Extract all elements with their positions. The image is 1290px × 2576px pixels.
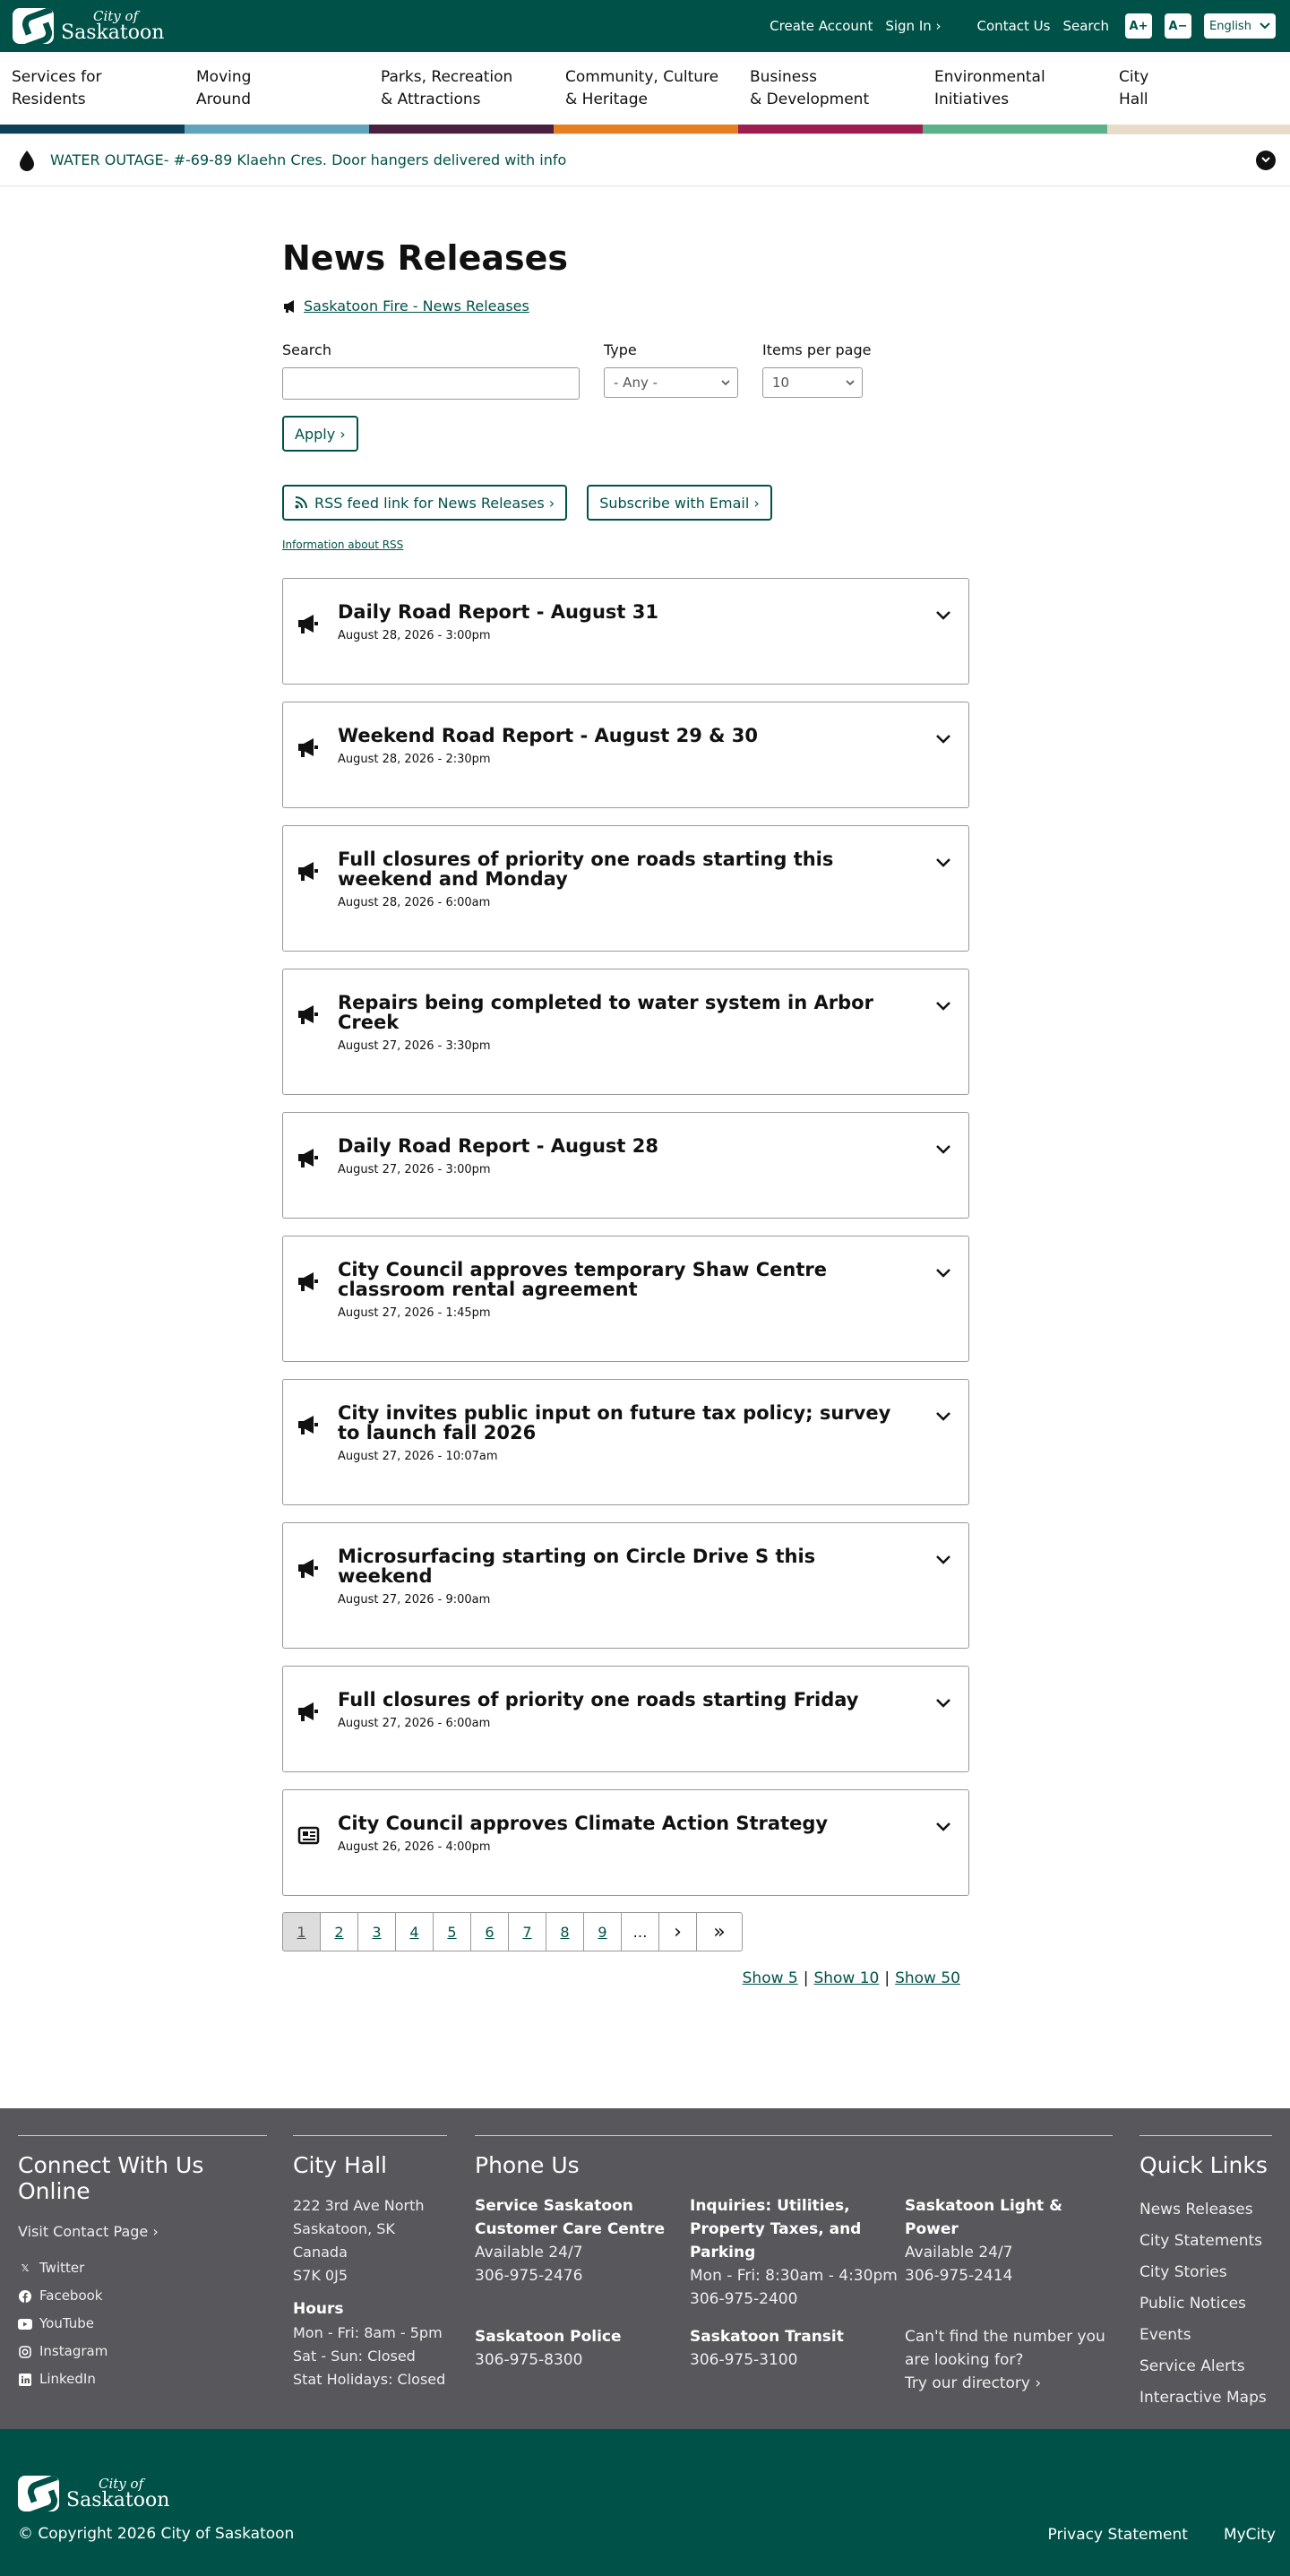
chevron-down-icon[interactable] <box>934 1697 952 1710</box>
items-per-page-label: Items per page <box>762 341 872 358</box>
phone-entry: Saskatoon Transit 306-975-3100 <box>690 2328 844 2369</box>
megaphone-icon <box>282 299 298 314</box>
news-item[interactable] <box>282 1236 969 1362</box>
news-title[interactable]: City invites public input on future tax policy; survey to launch fall 2026 <box>338 1402 891 1443</box>
sign-in-link[interactable]: Sign In › <box>885 18 942 34</box>
chevron-down-icon <box>721 380 730 386</box>
news-title[interactable]: Full closures of priority one roads starting this weekend and Monday <box>338 849 834 890</box>
megaphone-icon <box>296 1555 321 1581</box>
news-title[interactable]: City Council approves temporary Shaw Centre classroom rental agreement <box>338 1259 828 1300</box>
main-content <box>282 238 969 1987</box>
hours-line: Mon - Fri: 8am - 5pm <box>293 2324 443 2341</box>
chevron-down-icon[interactable] <box>934 1267 952 1279</box>
chevron-down-icon[interactable] <box>934 1000 952 1012</box>
newspaper-icon <box>296 1822 321 1848</box>
megaphone-icon <box>296 735 321 760</box>
copyright-text: © Copyright 2026 City of Saskatoon <box>18 2525 295 2543</box>
pagination-ellipsis: … <box>621 1912 659 1951</box>
show-10-link[interactable]: Show 10 <box>813 1969 880 1987</box>
youtube-icon <box>18 2317 32 2331</box>
youtube-link[interactable]: YouTube <box>18 2310 267 2338</box>
search-label: Search <box>282 341 331 358</box>
news-item[interactable] <box>282 969 969 1095</box>
megaphone-icon <box>296 1412 321 1437</box>
page-1-current[interactable]: 1 <box>282 1912 321 1951</box>
alert-expand-button[interactable] <box>1256 151 1276 170</box>
nav-business-development[interactable]: Business & Development <box>738 52 923 134</box>
phone-entry: Saskatoon Police 306-975-8300 <box>475 2328 622 2369</box>
news-date: August 27, 2026 - 10:07am <box>338 1450 498 1463</box>
chevron-down-icon[interactable] <box>934 1410 952 1423</box>
news-title[interactable]: Repairs being completed to water system in Arbor Creek <box>338 992 873 1033</box>
quick-link-public-notices[interactable]: Public Notices <box>1140 2295 1246 2313</box>
news-item[interactable] <box>282 825 969 952</box>
news-item[interactable] <box>282 1789 969 1896</box>
news-date: August 27, 2026 - 1:45pm <box>338 1306 491 1320</box>
phone-entry: Saskatoon Light & Power Available 24/7 306-975-2414 <box>905 2197 1062 2285</box>
nav-color-bar <box>0 125 185 134</box>
facebook-link[interactable]: Facebook <box>18 2282 267 2310</box>
nav-city-hall[interactable]: City Hall <box>1107 52 1290 134</box>
create-account-link[interactable]: Create Account <box>770 18 873 34</box>
show-50-link[interactable]: Show 50 <box>895 1969 960 1987</box>
address-line: Saskatoon, SK <box>293 2220 395 2237</box>
page-5-link[interactable]: 5 <box>433 1912 471 1951</box>
address-line: S7K 0J5 <box>293 2267 348 2284</box>
site-footer <box>0 2108 1290 2429</box>
news-title[interactable]: Daily Road Report - August 28 <box>338 1135 658 1157</box>
megaphone-icon <box>296 1699 321 1724</box>
search-input[interactable] <box>282 367 580 400</box>
news-date: August 28, 2026 - 3:00pm <box>338 629 491 642</box>
phone-directory: Can't find the number you are looking for? Try our directory › <box>905 2325 1120 2395</box>
phone-entry: Inquiries: Utilities, Property Taxes, and Parking Mon - Fri: 8:30am - 4:30pm 306-975-2400 <box>690 2197 898 2308</box>
chevron-down-icon[interactable] <box>934 733 952 745</box>
news-title[interactable]: Microsurfacing starting on Circle Drive S this weekend <box>338 1546 816 1587</box>
page-2-link[interactable]: 2 <box>320 1912 358 1951</box>
address-line: Canada <box>293 2244 348 2261</box>
page-title: News Releases <box>282 238 569 278</box>
page-3-link[interactable]: 3 <box>357 1912 396 1951</box>
news-date: August 27, 2026 - 3:00pm <box>338 1163 491 1176</box>
language-value: English <box>1209 19 1251 33</box>
quick-links-heading: Quick Links <box>1140 2152 1268 2178</box>
rss-feed-button[interactable]: RSS feed link for News Releases › <box>282 485 567 521</box>
apply-button[interactable]: Apply › <box>282 416 358 452</box>
next-page-button[interactable]: › <box>658 1912 697 1951</box>
increase-text-button[interactable]: A+ <box>1125 13 1152 39</box>
results-per-page-links: Show 5 | Show 10 | Show 50 <box>742 1969 960 1987</box>
quick-link-city-statements[interactable]: City Statements <box>1140 2232 1263 2250</box>
news-date: August 27, 2026 - 6:00am <box>338 1717 491 1730</box>
saskatoon-logo-icon <box>13 8 54 44</box>
saskatoon-logo-icon <box>18 2476 59 2511</box>
main-navigation <box>0 52 1290 134</box>
quick-link-news-releases[interactable]: News Releases <box>1140 2201 1253 2218</box>
subscribe-email-button[interactable]: Subscribe with Email › <box>587 485 772 521</box>
bottom-bar <box>0 2429 1290 2576</box>
city-hall-heading: City Hall <box>293 2152 387 2178</box>
news-title[interactable]: City Council approves Climate Action Strategy <box>338 1813 829 1834</box>
chevron-down-icon <box>1260 22 1270 30</box>
nav-parks-recreation[interactable]: Parks, Recreation & Attractions <box>369 52 554 134</box>
hours-heading: Hours <box>293 2300 344 2318</box>
directory-link[interactable]: Try our directory › <box>905 2374 1042 2392</box>
nav-color-bar <box>738 125 923 134</box>
hours-line: Stat Holidays: Closed <box>293 2371 446 2388</box>
mycity-link[interactable]: MyCity <box>1223 2526 1276 2544</box>
logo-city-text: Saskatoon <box>61 21 165 44</box>
chevron-down-icon[interactable] <box>934 1821 952 1833</box>
page-7-link[interactable]: 7 <box>508 1912 546 1951</box>
news-item[interactable] <box>282 578 969 685</box>
twitter-link[interactable]: 𝕏 Twitter <box>18 2254 267 2282</box>
hours-line: Sat - Sun: Closed <box>293 2348 416 2365</box>
linkedin-link[interactable]: LinkedIn <box>18 2365 267 2393</box>
nav-color-bar <box>1107 125 1290 134</box>
linkedin-icon <box>18 2373 32 2387</box>
nav-color-bar <box>369 125 554 134</box>
rss-icon <box>295 496 307 509</box>
chevron-down-icon <box>846 380 855 386</box>
page-8-link[interactable]: 8 <box>546 1912 584 1951</box>
megaphone-icon <box>296 1002 321 1027</box>
quick-link-service-alerts[interactable]: Service Alerts <box>1140 2357 1245 2375</box>
news-item[interactable] <box>282 1666 969 1772</box>
contact-page-link[interactable]: Visit Contact Page › <box>18 2223 159 2240</box>
news-title[interactable]: Weekend Road Report - August 29 & 30 <box>338 725 758 746</box>
news-date: August 28, 2026 - 2:30pm <box>338 753 491 766</box>
nav-environmental-initiatives[interactable]: Environmental Initiatives <box>923 52 1107 134</box>
nav-community-culture[interactable]: Community, Culture & Heritage <box>554 52 738 134</box>
decrease-text-button[interactable]: A− <box>1165 13 1191 39</box>
type-select[interactable]: - Any - <box>604 367 738 398</box>
privacy-statement-link[interactable]: Privacy Statement <box>1047 2526 1188 2544</box>
chevron-down-icon <box>1261 157 1270 163</box>
quick-link-interactive-maps[interactable]: Interactive Maps <box>1140 2389 1267 2407</box>
language-select[interactable] <box>1204 13 1276 39</box>
news-date: August 28, 2026 - 6:00am <box>338 896 491 909</box>
top-bar <box>0 0 1290 52</box>
footer-city-logo[interactable]: City of Saskatoon <box>18 2476 169 2511</box>
instagram-link[interactable]: Instagram <box>18 2338 267 2365</box>
news-title[interactable]: Full closures of priority one roads starting Friday <box>338 1689 859 1710</box>
phone-entry: Service Saskatoon Customer Care Centre Available 24/7 306-975-2476 <box>475 2197 665 2285</box>
quick-link-city-stories[interactable]: City Stories <box>1140 2263 1227 2281</box>
address-line: 222 3rd Ave North <box>293 2197 425 2214</box>
page-9-link[interactable]: 9 <box>583 1912 622 1951</box>
news-item[interactable] <box>282 702 969 808</box>
water-drop-icon <box>18 150 36 171</box>
chevron-down-icon[interactable] <box>934 609 952 622</box>
instagram-icon <box>18 2345 32 2359</box>
items-per-page-select[interactable]: 10 <box>762 367 863 398</box>
footer-city-hall <box>293 2135 447 2391</box>
filter-form <box>282 341 969 400</box>
megaphone-icon <box>296 1269 321 1294</box>
alert-text[interactable]: WATER OUTAGE- #-69-89 Klaehn Cres. Door hangers delivered with info <box>50 151 567 168</box>
page-6-link[interactable]: 6 <box>470 1912 509 1951</box>
search-link[interactable]: Search <box>1062 18 1109 34</box>
nav-services-for-residents[interactable]: Services for Residents <box>0 52 185 134</box>
footer-phone <box>475 2135 1113 2395</box>
news-date: August 27, 2026 - 3:30pm <box>338 1039 491 1053</box>
chevron-down-icon[interactable] <box>934 857 952 869</box>
phone-heading: Phone Us <box>475 2152 580 2178</box>
x-icon: 𝕏 <box>21 2262 30 2274</box>
megaphone-icon <box>296 1145 321 1170</box>
nav-color-bar <box>923 125 1107 134</box>
news-list <box>282 578 969 1896</box>
service-alert-banner <box>0 134 1290 186</box>
news-date: August 27, 2026 - 9:00am <box>338 1593 491 1607</box>
rss-info-link[interactable]: Information about RSS <box>282 538 404 551</box>
type-label: Type <box>604 341 637 358</box>
nav-color-bar <box>554 125 738 134</box>
city-logo[interactable] <box>13 8 164 44</box>
last-page-button[interactable]: » <box>696 1912 743 1951</box>
news-item[interactable] <box>282 1379 969 1505</box>
megaphone-icon <box>296 611 321 636</box>
connect-heading: Connect With Us Online <box>18 2152 204 2204</box>
footer-quick-links <box>1140 2135 1272 2414</box>
megaphone-icon <box>296 858 321 883</box>
footer-connect <box>18 2135 267 2393</box>
social-links <box>18 2254 267 2393</box>
chevron-down-icon[interactable] <box>934 1554 952 1566</box>
pagination <box>282 1912 969 1951</box>
nav-color-bar <box>185 125 369 134</box>
contact-us-link[interactable]: Contact Us <box>976 18 1051 34</box>
quick-link-events[interactable]: Events <box>1140 2326 1191 2344</box>
logo-of-text: City of <box>93 7 139 24</box>
news-item[interactable] <box>282 1522 969 1649</box>
saskatoon-fire-link[interactable]: Saskatoon Fire - News Releases <box>282 297 969 314</box>
news-item[interactable] <box>282 1112 969 1219</box>
show-5-link[interactable]: Show 5 <box>742 1969 798 1987</box>
page-4-link[interactable]: 4 <box>395 1912 434 1951</box>
utility-links <box>757 13 1276 39</box>
news-date: August 26, 2026 - 4:00pm <box>338 1840 491 1854</box>
nav-moving-around[interactable]: Moving Around <box>185 52 369 134</box>
news-title[interactable]: Daily Road Report - August 31 <box>338 601 658 623</box>
facebook-icon <box>18 2289 32 2304</box>
chevron-down-icon[interactable] <box>934 1143 952 1156</box>
